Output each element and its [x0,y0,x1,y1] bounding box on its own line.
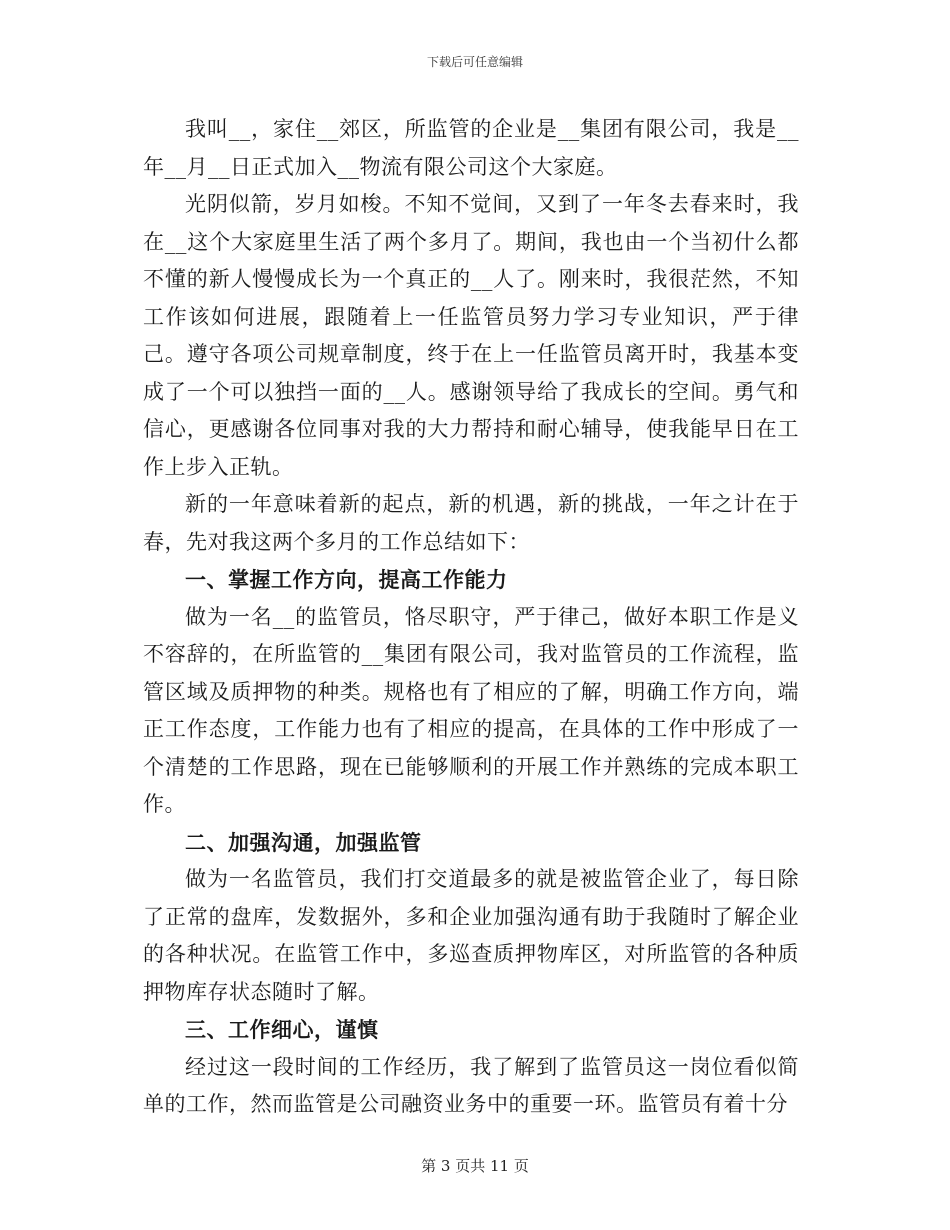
section-heading-1: 一、掌握工作方向，提高工作能力 [185,567,508,592]
paragraph-intro: 我叫__，家住__郊区，所监管的企业是__集团有限公司，我是__年__月__日正式加入__物流有限公司这个大家庭。 [143,117,799,179]
paragraph-careful-work: 经过这一段时间的工作经历，我了解到了监管员这一岗位看似简单的工作，然而监管是公司融资业务中的重要一环。监管员有着十分 [143,1054,799,1116]
section-heading-2: 二、加强沟通，加强监管 [185,829,422,855]
paragraph-work-direction: 做为一名__的监管员，恪尽职守，严于律己，做好本职工作是义不容辞的，在所监管的__集团有限公司，我对监管员的工作流程，监管区域及质押物的种类。规格也有了相应的了解，明确工作方向，端正工作态度，工作能力也有了相应的提高，在具体的工作中形成了一个清楚的工作思路，现在已能够顺利的开展工作并熟练的完成本职工作。 [143,604,799,816]
paragraph-communication: 做为一名监管员，我们打交道最多的就是被监管企业了，每日除了正常的盘库，发数据外，多和企业加强沟通有助于我随时了解企业的各种状况。在监管工作中，多巡查质押物库区，对所监管的各种质押物库存状态随时了解。 [143,867,799,1004]
document-body [143,111,799,1124]
page-number: 第 3 页共 11 页 [421,1157,529,1175]
paragraph-new-year: 新的一年意味着新的起点，新的机遇，新的挑战，一年之计在于春，先对我这两个多月的工作总结如下： [143,492,799,554]
paragraph-growth: 光阴似箭，岁月如梭。不知不觉间，又到了一年冬去春来时，我在__这个大家庭里生活了两个多月了。期间，我也由一个当初什么都不懂的新人慢慢成长为一个真正的__人了。刚来时，我很茫然，不知工作该如何进展，跟随着上一任监管员努力学习专业知识，严于律己。遵守各项公司规章制度，终于在上一任监管员离开时，我基本变成了一个可以独挡一面的__人。感谢领导给了我成长的空间。勇气和信心，更感谢各位同事对我的大力帮持和耐心辅导，使我能早日在工作上步入正轨。 [143,192,799,479]
section-heading-3: 三、工作细心，谨慎 [185,1017,379,1042]
page-header-note: 下载后可任意编辑 [426,55,523,69]
